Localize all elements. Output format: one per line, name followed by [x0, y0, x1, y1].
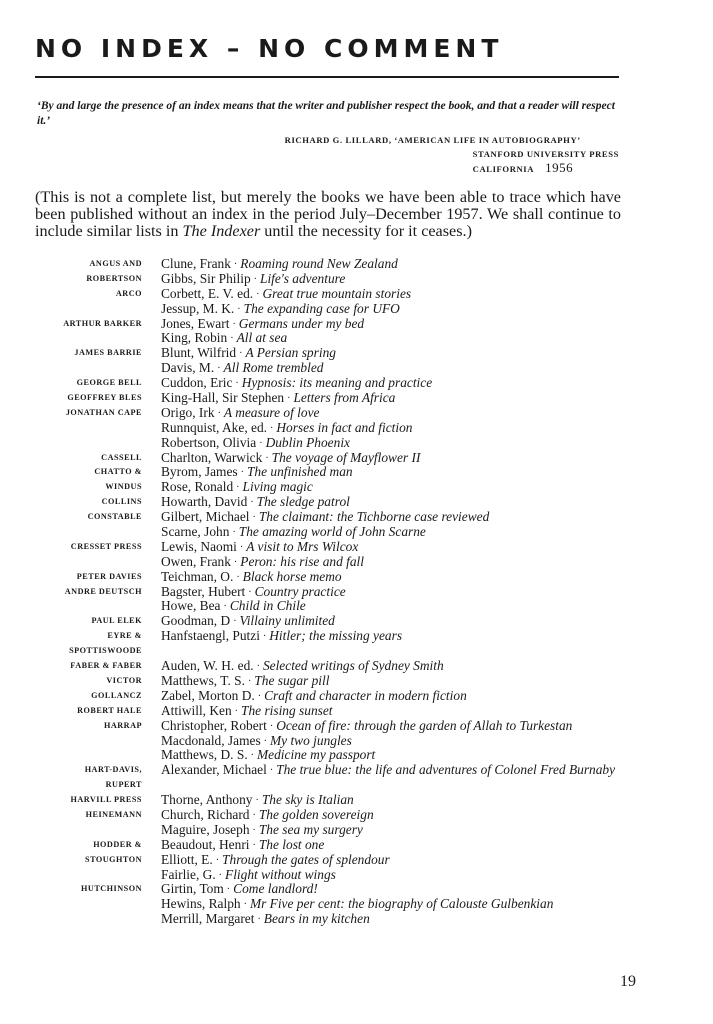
book-entry	[161, 570, 342, 585]
publisher-name: JAMES BARRIE	[74, 348, 142, 358]
attribution-author: RICHARD G. LILLARD, ‘AMERICAN LIFE IN AUTOBIOGRAPHY’	[284, 135, 581, 145]
epigraph-attribution	[285, 133, 619, 176]
book-entry	[161, 287, 411, 302]
book-author: Church, Richard	[161, 806, 250, 822]
separator-dot: ·	[263, 735, 268, 747]
publisher-name	[35, 599, 161, 614]
publisher-name: ANGUS AND	[89, 259, 142, 268]
publisher-name: CRESSET PRESS	[70, 541, 142, 551]
separator-dot: ·	[218, 869, 223, 881]
separator-dot: ·	[239, 541, 244, 553]
book-title: Bears in my kitchen	[263, 911, 370, 927]
book-title: The lost one	[258, 836, 325, 852]
separator-dot: ·	[252, 809, 256, 821]
separator-dot: ·	[250, 497, 254, 509]
separator-dot: ·	[232, 318, 236, 330]
book-list	[35, 257, 675, 927]
book-title: Child in Chile	[229, 598, 306, 614]
book-author: Auden, W. H. ed.	[161, 658, 254, 674]
book-title: Ocean of fire: through the garden of Allah to Turkestan	[276, 717, 573, 733]
separator-dot: ·	[262, 631, 267, 643]
separator-dot: ·	[250, 750, 255, 762]
book-title: Letters from Africa	[293, 390, 396, 406]
book-author: Beaudout, Henri	[161, 836, 250, 852]
book-entry	[161, 838, 324, 853]
publisher-name: ARTHUR BARKER	[63, 318, 142, 328]
separator-dot: ·	[236, 482, 240, 494]
separator-dot: ·	[247, 675, 252, 687]
publisher-name: STOUGHTON	[85, 854, 142, 864]
book-title: Life's adventure	[260, 270, 346, 286]
list-item	[35, 853, 675, 868]
intro-text-after: until the necessity for it ceases.)	[260, 222, 472, 240]
book-author: Alexander, Michael	[161, 762, 267, 778]
separator-dot: ·	[236, 571, 240, 583]
publisher-name: COLLINS	[101, 497, 142, 507]
separator-dot: ·	[232, 527, 236, 539]
publisher-name: ROBERTSON	[86, 273, 142, 283]
book-author: Jones, Ewart	[161, 315, 230, 331]
book-title: Medicine my passport	[257, 747, 376, 763]
book-title: My two jungles	[270, 732, 352, 748]
book-entry	[161, 793, 354, 808]
publisher-name: CASSELL	[101, 452, 142, 462]
publisher-name: HEINEMANN	[85, 809, 142, 819]
book-entry	[161, 421, 413, 436]
separator-dot: ·	[256, 288, 260, 300]
list-item	[35, 436, 675, 451]
publisher-name	[35, 748, 161, 763]
book-title: The amazing world of John Scarne	[238, 524, 426, 540]
book-title: The unfinished man	[246, 464, 353, 480]
intro-text-before: (This is not a complete list, but merely the books we have been able to trace which have been published without an index in the period July–December 1957. We shall continue to include similar lists in	[35, 188, 621, 240]
publisher-name: ARCO	[115, 288, 142, 298]
book-author: Byrom, James	[161, 464, 238, 480]
publisher-name	[35, 897, 161, 912]
book-title: The voyage of Mayflower II	[271, 449, 421, 465]
list-item	[35, 540, 675, 555]
separator-dot: ·	[287, 393, 291, 405]
list-item	[35, 495, 675, 510]
publisher-name: PAUL ELEK	[91, 616, 142, 626]
separator-dot: ·	[234, 705, 239, 717]
list-item	[35, 748, 675, 763]
book-entry	[161, 748, 375, 763]
book-title: Country practice	[254, 583, 346, 599]
book-author: Lewis, Naomi	[161, 538, 237, 554]
list-item	[35, 823, 675, 838]
book-entry	[161, 480, 313, 495]
book-title: The sugar pill	[254, 672, 330, 688]
list-item	[35, 361, 675, 376]
book-entry	[161, 704, 333, 719]
book-entry	[161, 808, 374, 823]
book-title: Mr Five per cent: the biography of Calouste Gulbenkian	[249, 896, 554, 912]
list-item	[35, 778, 675, 793]
publisher-name	[35, 421, 161, 436]
book-title: All Rome trembled	[223, 360, 324, 376]
book-author: Howarth, David	[161, 494, 248, 510]
list-item	[35, 257, 675, 272]
book-author: Hewins, Ralph	[161, 896, 241, 912]
publisher-name: JONATHAN CAPE	[65, 407, 142, 417]
book-entry	[161, 823, 363, 838]
list-item	[35, 391, 675, 406]
book-entry	[161, 525, 426, 540]
book-title: Flight without wings	[225, 866, 336, 882]
publisher-name: HUTCHINSON	[81, 884, 142, 894]
book-author: Zabel, Morton D.	[161, 687, 255, 703]
list-item	[35, 421, 675, 436]
publisher-name: CHATTO &	[94, 467, 142, 477]
book-title: Black horse memo	[242, 568, 342, 584]
book-author: Owen, Frank	[161, 553, 231, 569]
book-author: Attiwill, Ken	[161, 702, 232, 718]
book-title: The true blue: the life and adventures of Colonel Fred Burnaby	[276, 762, 616, 778]
book-entry	[161, 465, 353, 480]
list-item	[35, 734, 675, 749]
book-author: Merrill, Margaret	[161, 911, 255, 927]
book-author: Origo, Irk	[161, 404, 215, 420]
separator-dot: ·	[233, 259, 238, 270]
book-title: All at sea	[236, 330, 288, 346]
separator-dot: ·	[248, 586, 252, 598]
book-title: Come landlord!	[233, 881, 318, 897]
separator-dot: ·	[233, 556, 238, 568]
book-entry	[161, 302, 400, 317]
separator-dot: ·	[223, 601, 227, 613]
book-author: Gibbs, Sir Philip	[161, 270, 251, 286]
publisher-name	[35, 331, 161, 346]
book-author: Teichman, O.	[161, 568, 234, 584]
book-entry	[161, 719, 572, 734]
book-author: Maguire, Joseph	[161, 821, 250, 837]
separator-dot: ·	[237, 303, 241, 315]
book-entry	[161, 853, 390, 868]
list-item	[35, 302, 675, 317]
book-author: Cuddon, Eric	[161, 375, 233, 391]
list-item	[35, 465, 675, 480]
book-entry	[161, 346, 336, 361]
book-author: Scarne, John	[161, 524, 230, 540]
book-title: A measure of love	[223, 404, 320, 420]
book-title: Roaming round New Zealand	[240, 256, 398, 271]
publisher-name: RUPERT	[105, 780, 142, 790]
book-entry	[161, 585, 346, 600]
separator-dot: ·	[257, 690, 262, 702]
book-entry	[161, 406, 319, 421]
attribution-year: 1956	[545, 160, 574, 175]
list-item	[35, 763, 675, 778]
book-entry	[161, 361, 323, 376]
book-author: Clune, Frank	[161, 256, 231, 271]
publisher-name: VICTOR	[106, 675, 142, 685]
publisher-name: GEORGE BELL	[76, 378, 142, 388]
book-entry	[161, 317, 364, 332]
book-author: Christopher, Robert	[161, 717, 267, 733]
book-author: Blunt, Wilfrid	[161, 345, 237, 361]
separator-dot: ·	[230, 333, 234, 345]
publisher-name: SPOTTISWOODE	[69, 646, 142, 656]
publisher-name	[35, 734, 161, 749]
book-title: The sea my surgery	[258, 821, 363, 837]
separator-dot: ·	[217, 363, 221, 375]
book-author: Gilbert, Michael	[161, 509, 250, 525]
list-item	[35, 614, 675, 629]
publisher-name: HART-DAVIS,	[84, 765, 142, 775]
list-item	[35, 331, 675, 346]
publisher-name: HARRAP	[103, 720, 142, 730]
book-title: Hitler; the missing years	[269, 628, 403, 644]
publisher-name	[35, 555, 161, 570]
book-author: Goodman, D	[161, 613, 231, 629]
separator-dot: ·	[255, 795, 259, 807]
list-item	[35, 868, 675, 883]
book-entry	[161, 376, 432, 391]
list-item	[35, 406, 675, 421]
separator-dot: ·	[252, 839, 256, 851]
book-title: Horses in fact and fiction	[276, 419, 413, 435]
book-entry	[161, 882, 318, 897]
list-item	[35, 451, 675, 466]
separator-dot: ·	[269, 720, 274, 732]
list-item	[35, 882, 675, 897]
publisher-name: CONSTABLE	[87, 512, 142, 522]
book-author: Charlton, Warwick	[161, 449, 263, 465]
book-author: King, Robin	[161, 330, 228, 346]
publisher-name	[35, 525, 161, 540]
separator-dot: ·	[269, 765, 274, 777]
book-title: Villainy unlimited	[239, 613, 335, 629]
book-entry	[161, 599, 306, 614]
publisher-name	[35, 302, 161, 317]
list-item	[35, 644, 675, 659]
book-entry	[161, 555, 364, 570]
intro-paragraph	[35, 189, 621, 240]
book-author: Davis, M.	[161, 360, 215, 376]
list-item	[35, 480, 675, 495]
page-title: NO INDEX – NO COMMENT	[35, 34, 504, 63]
publisher-name: FABER & FABER	[70, 661, 142, 671]
separator-dot: ·	[215, 854, 220, 866]
list-item	[35, 510, 675, 525]
book-entry	[161, 510, 489, 525]
book-title: Dublin Phoenix	[265, 434, 350, 450]
book-author: Thorne, Anthony	[161, 792, 253, 808]
separator-dot: ·	[240, 467, 244, 479]
book-author: Bagster, Hubert	[161, 583, 246, 599]
list-item	[35, 897, 675, 912]
book-author: Matthews, T. S.	[161, 672, 245, 688]
list-item	[35, 659, 675, 674]
publisher-name: GOLLANCZ	[91, 690, 142, 700]
publisher-name: GEOFFREY BLES	[67, 393, 142, 403]
list-item	[35, 376, 675, 391]
book-entry	[161, 436, 350, 451]
book-title: The sledge patrol	[256, 494, 350, 510]
book-title: The sky is Italian	[261, 792, 354, 808]
book-entry	[161, 659, 444, 674]
book-entry	[161, 629, 402, 644]
publisher-name	[35, 436, 161, 451]
book-entry	[161, 451, 420, 466]
list-item	[35, 525, 675, 540]
publisher-name	[35, 823, 161, 838]
separator-dot: ·	[252, 824, 256, 836]
list-item	[35, 570, 675, 585]
book-author: Corbett, E. V. ed.	[161, 285, 254, 301]
book-entry	[161, 763, 615, 778]
list-item	[35, 793, 675, 808]
book-author: Robertson, Olivia	[161, 434, 257, 450]
publisher-name: ROBERT HALE	[77, 705, 142, 715]
book-author: Macdonald, James	[161, 732, 261, 748]
list-item	[35, 838, 675, 853]
book-author: King-Hall, Sir Stephen	[161, 390, 285, 406]
book-author: Hanfstaengl, Putzi	[161, 628, 260, 644]
book-title: Selected writings of Sydney Smith	[262, 658, 444, 674]
list-item	[35, 704, 675, 719]
book-title: The expanding case for UFO	[243, 300, 400, 316]
page-number: 19	[620, 973, 636, 990]
separator-dot: ·	[253, 273, 258, 285]
book-author: Matthews, D. S.	[161, 747, 248, 763]
book-author: Fairlie, G.	[161, 866, 216, 882]
book-entry	[161, 331, 287, 346]
book-title: A visit to Mrs Wilcox	[246, 538, 359, 554]
separator-dot: ·	[256, 661, 260, 673]
book-author: Howe, Bea	[161, 598, 221, 614]
list-item	[35, 287, 675, 302]
book-author: Rose, Ronald	[161, 479, 234, 495]
book-title: The rising sunset	[241, 702, 333, 718]
publisher-name	[35, 361, 161, 376]
book-title: Living magic	[242, 479, 313, 495]
list-item	[35, 912, 675, 927]
list-item	[35, 585, 675, 600]
attribution-location: CALIFORNIA	[472, 164, 535, 174]
book-entry	[161, 540, 358, 555]
book-title: Craft and character in modern fiction	[264, 687, 467, 703]
list-item	[35, 629, 675, 644]
list-item	[35, 272, 675, 287]
separator-dot: ·	[233, 616, 237, 628]
book-title: A Persian spring	[245, 345, 336, 361]
separator-dot: ·	[239, 348, 243, 360]
book-entry	[161, 257, 398, 272]
book-author: Girtin, Tom	[161, 881, 224, 897]
book-author: Jessup, M. K.	[161, 300, 235, 316]
book-entry	[161, 272, 345, 287]
publisher-name	[35, 912, 161, 927]
book-title: The claimant: the Tichborne case reviewed	[258, 509, 490, 525]
book-entry	[161, 689, 467, 704]
book-entry	[161, 912, 370, 927]
intro-journal-title: The Indexer	[182, 222, 261, 240]
separator-dot: ·	[252, 512, 256, 524]
epigraph-quote: ‘By and large the presence of an index means that the writer and publisher respect the book, and that a reader will respect it.’	[37, 100, 615, 127]
publisher-name: ANDRE DEUTSCH	[64, 586, 142, 596]
separator-dot: ·	[226, 884, 231, 896]
publisher-name: PETER DAVIES	[76, 571, 142, 581]
book-author: Elliott, E.	[161, 851, 213, 867]
list-item	[35, 346, 675, 361]
book-entry	[161, 495, 350, 510]
list-item	[35, 599, 675, 614]
list-item	[35, 317, 675, 332]
book-author: Runnquist, Ake, ed.	[161, 419, 268, 435]
book-entry	[161, 674, 329, 689]
list-item	[35, 808, 675, 823]
publisher-name: HARVILL PRESS	[70, 795, 142, 805]
book-entry	[161, 391, 395, 406]
book-title: Germans under my bed	[238, 315, 365, 331]
book-entry	[161, 614, 335, 629]
book-title: Through the gates of splendour	[222, 851, 390, 867]
title-rule	[35, 76, 619, 78]
separator-dot: ·	[257, 914, 261, 926]
attribution-publisher: STANFORD UNIVERSITY PRESS	[472, 149, 619, 159]
list-item	[35, 719, 675, 734]
book-entry	[161, 868, 336, 883]
list-item	[35, 674, 675, 689]
attribution-place	[285, 161, 619, 176]
publisher-name: HODDER &	[93, 839, 142, 849]
publisher-name: EYRE &	[107, 631, 142, 641]
book-entry	[161, 897, 553, 912]
book-title: Great true mountain stories	[262, 285, 412, 301]
separator-dot: ·	[265, 452, 269, 464]
publisher-name: WINDUS	[105, 482, 142, 492]
list-item	[35, 555, 675, 570]
book-title: The golden sovereign	[258, 806, 374, 822]
book-title: Peron: his rise and fall	[240, 553, 364, 569]
publisher-name	[35, 868, 161, 883]
book-entry	[161, 734, 352, 749]
book-title: Hypnosis: its meaning and practice	[241, 375, 433, 391]
separator-dot: ·	[270, 422, 274, 434]
separator-dot: ·	[235, 378, 239, 390]
separator-dot: ·	[217, 407, 221, 419]
separator-dot: ·	[259, 437, 263, 449]
list-item	[35, 689, 675, 704]
separator-dot: ·	[243, 899, 247, 911]
